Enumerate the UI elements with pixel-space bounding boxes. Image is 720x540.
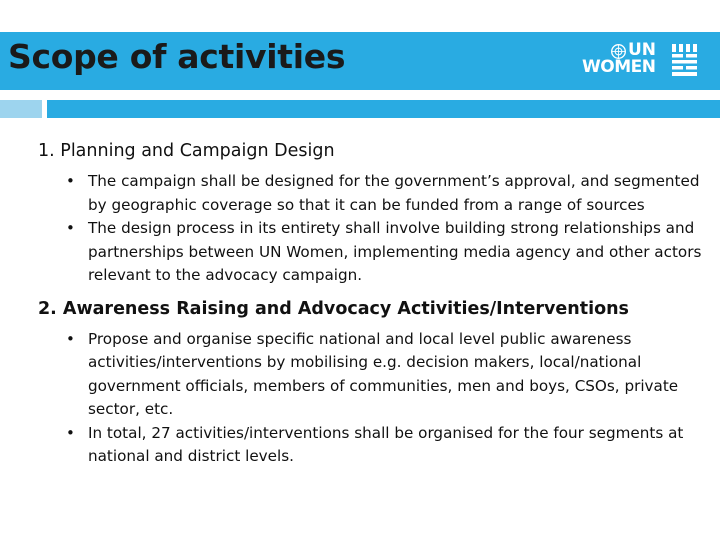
logo-un-text: UN — [628, 40, 657, 60]
slide-content — [38, 138, 710, 469]
section-heading: 2. Awareness Raising and Advocacy Activities/Interventions — [38, 298, 629, 319]
bullet-list — [38, 170, 710, 288]
bullet-item — [38, 170, 710, 217]
bullet-text: The design process in its entirety shall involve building strong relationships and partnerships between UN Women, implementing media agency and other actors relevant to the advocacy campaign. — [88, 219, 702, 284]
bullet-icon: • — [66, 219, 75, 237]
bullet-icon: • — [66, 329, 75, 348]
section-awareness — [38, 296, 710, 469]
bullet-text: In total, 27 activities/interventions shall be organised for the four segments at national and district levels. — [88, 423, 684, 465]
section-planning — [38, 138, 710, 288]
bullet-list — [38, 328, 710, 469]
logo-women-text: WOMEN — [582, 57, 656, 77]
slide-title: Scope of activities — [8, 37, 346, 76]
un-women-logo — [580, 42, 706, 80]
bullet-icon: • — [66, 172, 75, 190]
bullet-icon: • — [66, 423, 75, 442]
bullet-text: Propose and organise specific national and local level public awareness activities/interventions by mobilising e.g. decision makers, local/national government officials, members of communities, men and boys, CSOs, private sector, etc. — [88, 329, 679, 418]
bullet-text: The campaign shall be designed for the government’s approval, and segmented by geographic coverage so that it can be funded from a range of sources — [88, 172, 700, 214]
bullet-item — [38, 328, 710, 422]
un-women-symbol-icon — [672, 44, 702, 78]
section-heading: 1. Planning and Campaign Design — [38, 141, 335, 161]
accent-bar — [47, 100, 720, 118]
bullet-item — [38, 422, 710, 469]
accent-block — [0, 100, 42, 118]
bullet-item — [38, 217, 710, 288]
